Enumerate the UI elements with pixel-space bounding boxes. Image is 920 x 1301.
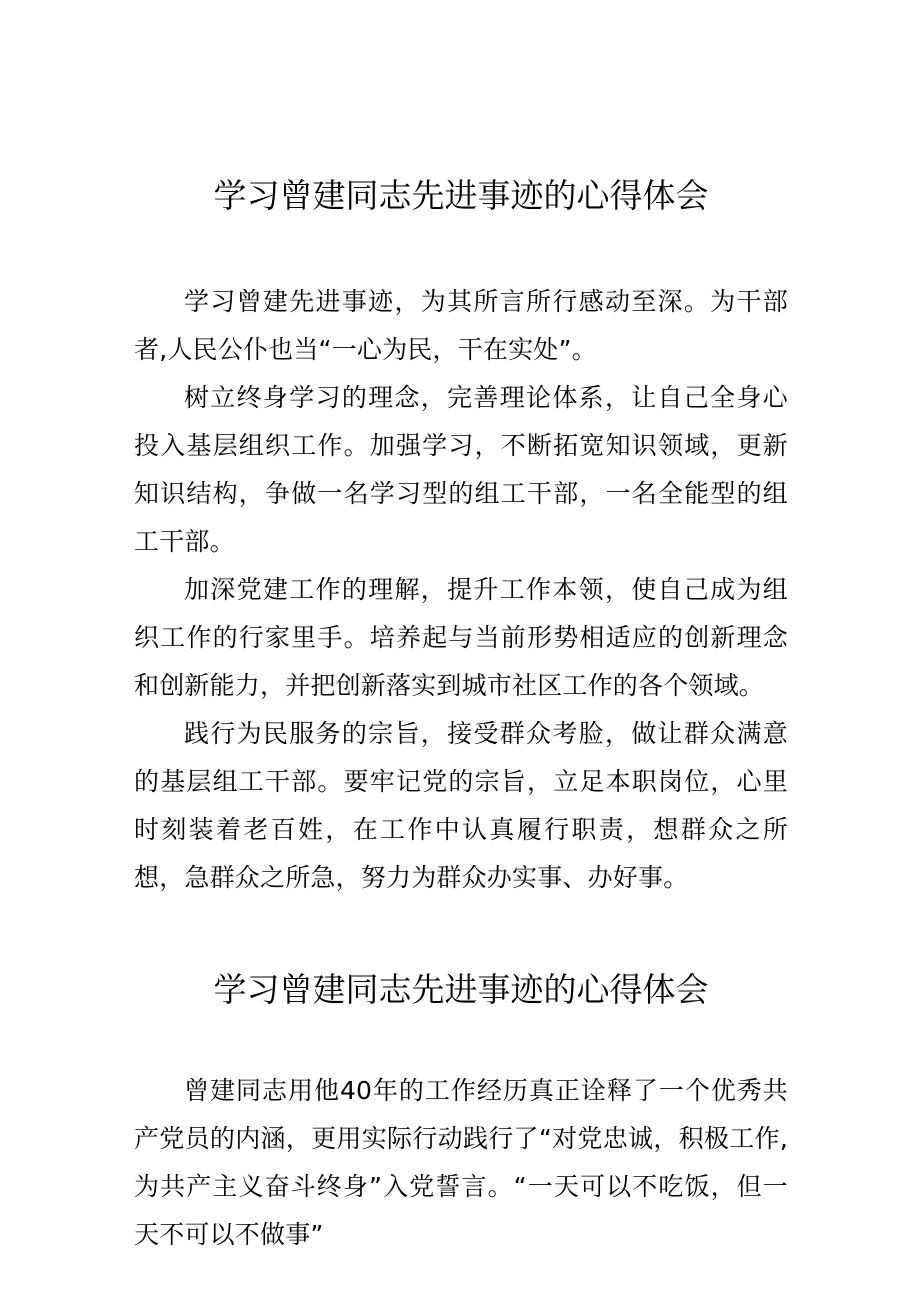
section-1-title: 学习曾建同志先进事迹的心得体会	[213, 176, 709, 215]
section-1-paragraph-3: 加深党建工作的理解，提升工作本领，使自己成为组织工作的行家里手。培养起与当前形势相适应的创新理念和创新能力，并把创新落实到城市社区工作的各个领域。	[134, 575, 788, 700]
section-1-paragraph-2: 树立终身学习的理念，完善理论体系，让自己全身心投入基层组织工作。加强学习，不断拓宽知识领域，更新知识结构，争做一名学习型的组工干部，一名全能型的组工干部。	[134, 383, 788, 556]
document-page	[134, 0, 788, 1259]
section-1-paragraph-4: 践行为民服务的宗旨，接受群众考脸，做让群众满意的基层组工干部。要牢记党的宗旨，立足本职岗位，心里时刻装着老百姓，在工作中认真履行职责，想群众之所想，急群众之所急，努力为群众办实事、办好事。	[134, 719, 788, 892]
section-2-body	[134, 1067, 788, 1259]
section-2-title: 学习曾建同志先进事迹的心得体会	[213, 970, 709, 1009]
section-1-body	[134, 278, 788, 902]
section-2-paragraph-1: 曾建同志用他40年的工作经历真正诠释了一个优秀共产党员的内涵，更用实际行动践行了“对党忠诚，积极工作,为共产主义奋斗终身”入党誓言。“一天可以不吃饭，但一天不可以不做事”	[134, 1076, 788, 1249]
section-1-paragraph-1: 学习曾建先进事迹，为其所言所行感动至深。为干部者,人民公仆也当“一心为民，干在实处”。	[134, 287, 788, 364]
